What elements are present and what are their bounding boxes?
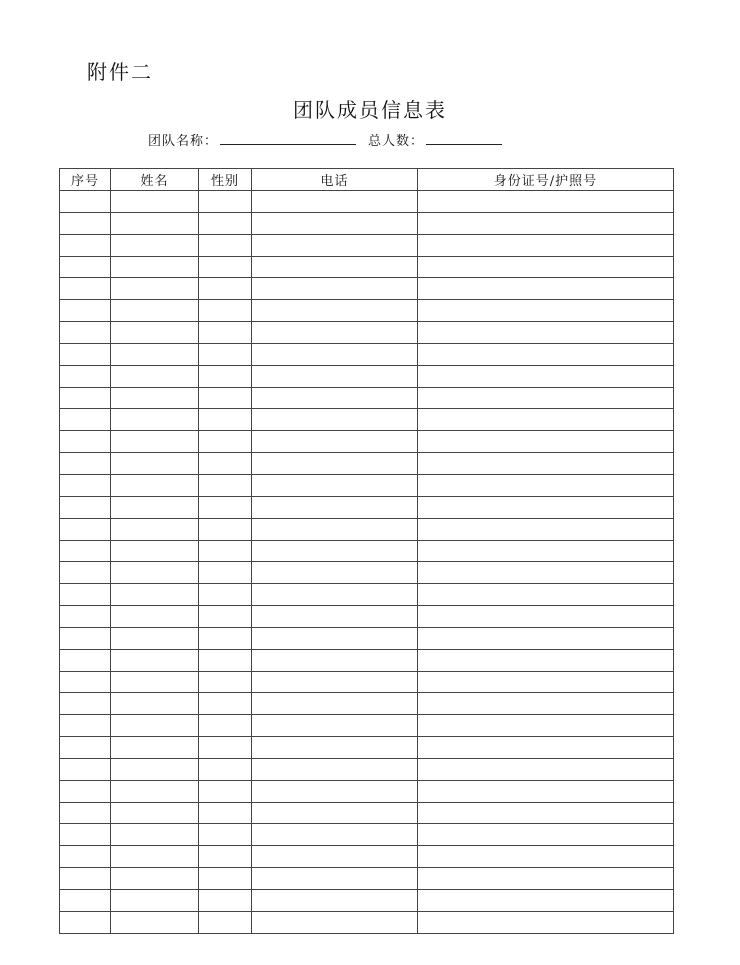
table-row	[60, 846, 674, 868]
cell-id-passport[interactable]	[418, 234, 674, 256]
table-row	[60, 911, 674, 933]
cell-name[interactable]	[111, 431, 199, 453]
table-row	[60, 780, 674, 802]
cell-gender[interactable]	[199, 911, 252, 933]
table-row	[60, 890, 674, 912]
cell-id-passport[interactable]	[418, 846, 674, 868]
cell-name[interactable]	[111, 540, 199, 562]
cell-id-passport[interactable]	[418, 911, 674, 933]
cell-phone[interactable]	[252, 846, 418, 868]
table-row	[60, 562, 674, 584]
cell-id-passport[interactable]	[418, 256, 674, 278]
cell-index[interactable]	[60, 562, 111, 584]
cell-id-passport[interactable]	[418, 322, 674, 344]
cell-name[interactable]	[111, 693, 199, 715]
cell-name[interactable]	[111, 453, 199, 475]
cell-gender[interactable]	[199, 715, 252, 737]
cell-phone[interactable]	[252, 431, 418, 453]
cell-id-passport[interactable]	[418, 212, 674, 234]
table-header-row	[60, 169, 674, 191]
cell-index[interactable]	[60, 322, 111, 344]
table-row	[60, 584, 674, 606]
cell-index[interactable]	[60, 300, 111, 322]
cell-phone[interactable]	[252, 627, 418, 649]
cell-index[interactable]	[60, 758, 111, 780]
table-row	[60, 693, 674, 715]
cell-id-passport[interactable]	[418, 715, 674, 737]
cell-name[interactable]	[111, 409, 199, 431]
cell-index[interactable]	[60, 234, 111, 256]
cell-name[interactable]	[111, 387, 199, 409]
cell-phone[interactable]	[252, 890, 418, 912]
table-row	[60, 649, 674, 671]
table-body	[60, 191, 674, 934]
cell-phone[interactable]	[252, 780, 418, 802]
cell-gender[interactable]	[199, 278, 252, 300]
cell-gender[interactable]	[199, 868, 252, 890]
cell-phone[interactable]	[252, 212, 418, 234]
cell-gender[interactable]	[199, 540, 252, 562]
cell-index[interactable]	[60, 343, 111, 365]
table-row	[60, 343, 674, 365]
cell-index[interactable]	[60, 671, 111, 693]
cell-index[interactable]	[60, 693, 111, 715]
cell-id-passport[interactable]	[418, 278, 674, 300]
cell-index[interactable]	[60, 584, 111, 606]
cell-id-passport[interactable]	[418, 453, 674, 475]
cell-phone[interactable]	[252, 300, 418, 322]
cell-index[interactable]	[60, 780, 111, 802]
cell-name[interactable]	[111, 606, 199, 628]
cell-phone[interactable]	[252, 868, 418, 890]
cell-id-passport[interactable]	[418, 693, 674, 715]
cell-phone[interactable]	[252, 365, 418, 387]
cell-phone[interactable]	[252, 606, 418, 628]
cell-name[interactable]	[111, 278, 199, 300]
cell-index[interactable]	[60, 737, 111, 759]
cell-id-passport[interactable]	[418, 627, 674, 649]
cell-phone[interactable]	[252, 234, 418, 256]
cell-id-passport[interactable]	[418, 474, 674, 496]
cell-id-passport[interactable]	[418, 562, 674, 584]
table-row	[60, 234, 674, 256]
cell-phone[interactable]	[252, 715, 418, 737]
table-row	[60, 606, 674, 628]
cell-id-passport[interactable]	[418, 343, 674, 365]
cell-gender[interactable]	[199, 780, 252, 802]
cell-gender[interactable]	[199, 256, 252, 278]
member-info-table	[59, 168, 674, 934]
cell-index[interactable]	[60, 278, 111, 300]
cell-phone[interactable]	[252, 649, 418, 671]
column-header-name: 姓名	[111, 169, 199, 191]
team-name-field[interactable]	[220, 130, 356, 145]
cell-index[interactable]	[60, 911, 111, 933]
cell-phone[interactable]	[252, 518, 418, 540]
table-row	[60, 212, 674, 234]
cell-phone[interactable]	[252, 343, 418, 365]
cell-index[interactable]	[60, 256, 111, 278]
column-header-index: 序号	[60, 169, 111, 191]
cell-index[interactable]	[60, 649, 111, 671]
cell-gender[interactable]	[199, 693, 252, 715]
total-count-label: 总人数：	[368, 134, 425, 149]
cell-index[interactable]	[60, 409, 111, 431]
team-name-label: 团队名称：	[148, 134, 219, 149]
cell-index[interactable]	[60, 606, 111, 628]
cell-name[interactable]	[111, 474, 199, 496]
cell-phone[interactable]	[252, 671, 418, 693]
cell-index[interactable]	[60, 715, 111, 737]
cell-gender[interactable]	[199, 627, 252, 649]
cell-phone[interactable]	[252, 409, 418, 431]
cell-name[interactable]	[111, 256, 199, 278]
cell-index[interactable]	[60, 365, 111, 387]
cell-phone[interactable]	[252, 802, 418, 824]
cell-name[interactable]	[111, 343, 199, 365]
cell-phone[interactable]	[252, 540, 418, 562]
cell-name[interactable]	[111, 322, 199, 344]
cell-gender[interactable]	[199, 322, 252, 344]
cell-gender[interactable]	[199, 758, 252, 780]
cell-name[interactable]	[111, 584, 199, 606]
table-row	[60, 409, 674, 431]
cell-name[interactable]	[111, 496, 199, 518]
cell-index[interactable]	[60, 802, 111, 824]
table-row	[60, 322, 674, 344]
cell-index[interactable]	[60, 846, 111, 868]
table-row	[60, 191, 674, 213]
cell-index[interactable]	[60, 431, 111, 453]
cell-id-passport[interactable]	[418, 365, 674, 387]
cell-id-passport[interactable]	[418, 780, 674, 802]
cell-name[interactable]	[111, 715, 199, 737]
table-row	[60, 671, 674, 693]
cell-gender[interactable]	[199, 562, 252, 584]
cell-name[interactable]	[111, 300, 199, 322]
cell-index[interactable]	[60, 540, 111, 562]
cell-phone[interactable]	[252, 737, 418, 759]
cell-phone[interactable]	[252, 496, 418, 518]
cell-id-passport[interactable]	[418, 890, 674, 912]
cell-name[interactable]	[111, 627, 199, 649]
cell-phone[interactable]	[252, 453, 418, 475]
cell-phone[interactable]	[252, 562, 418, 584]
table-row	[60, 540, 674, 562]
cell-phone[interactable]	[252, 584, 418, 606]
table-row	[60, 868, 674, 890]
cell-id-passport[interactable]	[418, 802, 674, 824]
cell-name[interactable]	[111, 890, 199, 912]
cell-name[interactable]	[111, 365, 199, 387]
cell-index[interactable]	[60, 868, 111, 890]
table-row	[60, 256, 674, 278]
table-row	[60, 715, 674, 737]
cell-phone[interactable]	[252, 693, 418, 715]
cell-id-passport[interactable]	[418, 606, 674, 628]
cell-name[interactable]	[111, 824, 199, 846]
cell-gender[interactable]	[199, 649, 252, 671]
cell-gender[interactable]	[199, 671, 252, 693]
team-meta-row	[148, 130, 502, 152]
cell-gender[interactable]	[199, 387, 252, 409]
table-row	[60, 300, 674, 322]
cell-gender[interactable]	[199, 234, 252, 256]
cell-name[interactable]	[111, 562, 199, 584]
cell-id-passport[interactable]	[418, 518, 674, 540]
cell-id-passport[interactable]	[418, 671, 674, 693]
cell-id-passport[interactable]	[418, 496, 674, 518]
cell-phone[interactable]	[252, 911, 418, 933]
table-row	[60, 824, 674, 846]
cell-gender[interactable]	[199, 191, 252, 213]
cell-phone[interactable]	[252, 278, 418, 300]
cell-gender[interactable]	[199, 474, 252, 496]
column-header-id-passport: 身份证号/护照号	[418, 169, 674, 191]
cell-gender[interactable]	[199, 584, 252, 606]
cell-id-passport[interactable]	[418, 300, 674, 322]
cell-id-passport[interactable]	[418, 409, 674, 431]
cell-index[interactable]	[60, 890, 111, 912]
cell-gender[interactable]	[199, 453, 252, 475]
cell-gender[interactable]	[199, 518, 252, 540]
cell-index[interactable]	[60, 474, 111, 496]
cell-gender[interactable]	[199, 606, 252, 628]
cell-name[interactable]	[111, 212, 199, 234]
table-row	[60, 758, 674, 780]
cell-id-passport[interactable]	[418, 584, 674, 606]
cell-phone[interactable]	[252, 387, 418, 409]
cell-name[interactable]	[111, 518, 199, 540]
cell-name[interactable]	[111, 780, 199, 802]
cell-phone[interactable]	[252, 191, 418, 213]
column-header-phone: 电话	[252, 169, 418, 191]
cell-phone[interactable]	[252, 256, 418, 278]
cell-id-passport[interactable]	[418, 540, 674, 562]
cell-phone[interactable]	[252, 824, 418, 846]
cell-name[interactable]	[111, 671, 199, 693]
cell-gender[interactable]	[199, 212, 252, 234]
table-row	[60, 737, 674, 759]
cell-phone[interactable]	[252, 322, 418, 344]
cell-name[interactable]	[111, 802, 199, 824]
table-row	[60, 278, 674, 300]
cell-gender[interactable]	[199, 802, 252, 824]
cell-index[interactable]	[60, 518, 111, 540]
cell-id-passport[interactable]	[418, 649, 674, 671]
cell-gender[interactable]	[199, 431, 252, 453]
cell-index[interactable]	[60, 387, 111, 409]
cell-name[interactable]	[111, 868, 199, 890]
cell-gender[interactable]	[199, 824, 252, 846]
cell-index[interactable]	[60, 453, 111, 475]
table-row	[60, 496, 674, 518]
cell-index[interactable]	[60, 212, 111, 234]
cell-name[interactable]	[111, 846, 199, 868]
cell-phone[interactable]	[252, 758, 418, 780]
table-row	[60, 627, 674, 649]
cell-index[interactable]	[60, 191, 111, 213]
cell-id-passport[interactable]	[418, 431, 674, 453]
cell-gender[interactable]	[199, 300, 252, 322]
cell-index[interactable]	[60, 627, 111, 649]
attachment-label: 附件二	[87, 60, 153, 84]
table-row	[60, 453, 674, 475]
cell-index[interactable]	[60, 824, 111, 846]
cell-gender[interactable]	[199, 365, 252, 387]
cell-index[interactable]	[60, 496, 111, 518]
cell-id-passport[interactable]	[418, 387, 674, 409]
table-row	[60, 431, 674, 453]
cell-name[interactable]	[111, 911, 199, 933]
cell-gender[interactable]	[199, 846, 252, 868]
cell-name[interactable]	[111, 737, 199, 759]
cell-name[interactable]	[111, 649, 199, 671]
cell-phone[interactable]	[252, 474, 418, 496]
cell-gender[interactable]	[199, 496, 252, 518]
cell-id-passport[interactable]	[418, 737, 674, 759]
page-title: 团队成员信息表	[293, 98, 447, 122]
table-row	[60, 474, 674, 496]
cell-id-passport[interactable]	[418, 191, 674, 213]
cell-id-passport[interactable]	[418, 868, 674, 890]
cell-gender[interactable]	[199, 737, 252, 759]
cell-name[interactable]	[111, 191, 199, 213]
cell-gender[interactable]	[199, 343, 252, 365]
cell-id-passport[interactable]	[418, 758, 674, 780]
cell-name[interactable]	[111, 234, 199, 256]
cell-name[interactable]	[111, 758, 199, 780]
column-header-gender: 性别	[199, 169, 252, 191]
table-row	[60, 365, 674, 387]
cell-id-passport[interactable]	[418, 824, 674, 846]
table-row	[60, 387, 674, 409]
table-row	[60, 518, 674, 540]
cell-gender[interactable]	[199, 409, 252, 431]
table-row	[60, 802, 674, 824]
total-count-field[interactable]	[426, 130, 502, 145]
cell-gender[interactable]	[199, 890, 252, 912]
